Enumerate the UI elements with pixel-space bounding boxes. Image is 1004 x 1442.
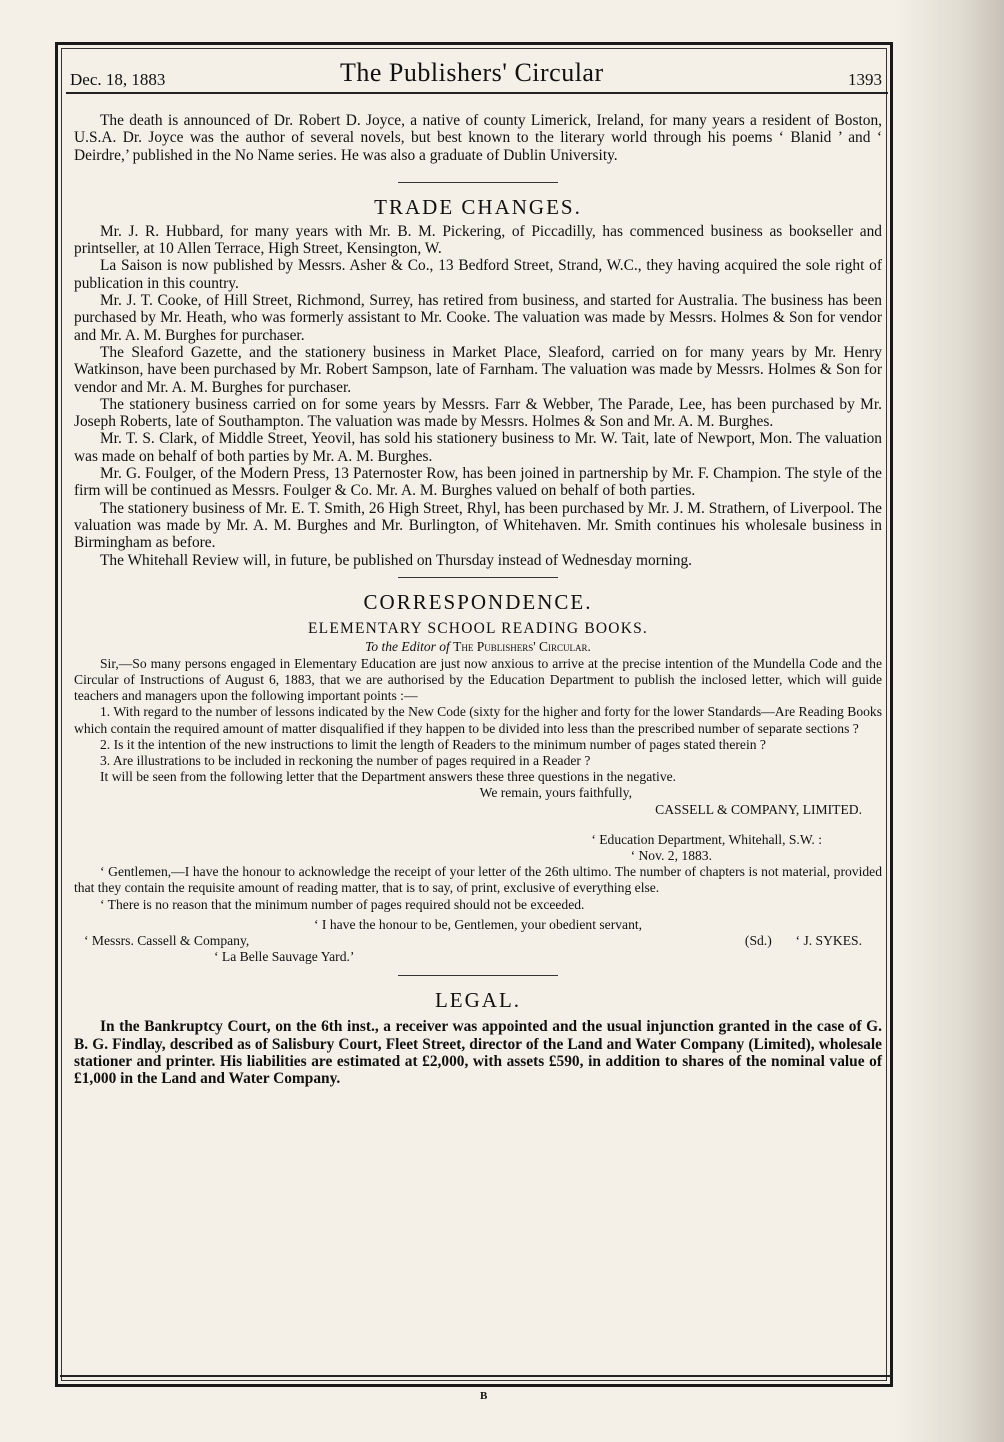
- letter-point: 2. Is it the intention of the new instructions to limit the length of Readers to the minimum number of pages stated therein ?: [100, 736, 766, 752]
- reply-recipient-address: ‘ La Belle Sauvage Yard.’: [214, 949, 355, 965]
- page-number: 1393: [848, 70, 882, 89]
- reply-date: ‘ Nov. 2, 1883.: [630, 848, 712, 864]
- legal-heading: LEGAL.: [434, 988, 522, 1013]
- reply-body: ‘ There is no reason that the minimum number of pages required should not be exceeded.: [100, 896, 585, 912]
- trade-paragraph: The stationery business of Mr. E. T. Smith, 26 High Street, Rhyl, has been purchased by Mr. J. M. Strathern, of Liverpool. The valuation was made by Mr. A. M. Burghes and Mr. Burlington, of Whitehaven. Mr. Smith continues his wholesale business in Birmingham as before.: [74, 499, 882, 552]
- journal-title: The Publishers' Circular: [340, 58, 604, 87]
- letter-signatory: CASSELL & COMPANY, LIMITED.: [655, 801, 862, 817]
- trade-paragraph: The Whitehall Review will, in future, be published on Thursday instead of Wednesday morning.: [100, 551, 693, 569]
- trade-paragraph: The stationery business carried on for some years by Messrs. Farr & Webber, The Parade, Lee, has been purchased by Mr. Joseph Roberts, late of Southampton. The valuation was made by Messrs. Holmes & Son and Mr. A. M. Burghes.: [74, 395, 882, 431]
- to-editor-journal: The Publishers' Circular.: [453, 638, 591, 654]
- letter-point: 3. Are illustrations to be included in reckoning the number of pages required in a Reader ?: [100, 753, 591, 769]
- running-header: [70, 56, 888, 96]
- to-editor-line: [74, 638, 882, 656]
- footer-rule: [60, 1375, 892, 1377]
- letter-valediction: We remain, yours faithfully,: [479, 785, 632, 801]
- trade-paragraph: Mr. J. T. Cooke, of Hill Street, Richmond, Surrey, has retired from business, and started for Australia. The business has been purchased by Mr. Heath, who was formerly assistant to Mr. Cooke. The valuation was made by Messrs. Holmes & Son for vendor and Mr. A. M. Burghes for purchaser.: [74, 292, 882, 344]
- correspondence-subheading: ELEMENTARY SCHOOL READING BOOKS.: [308, 619, 648, 637]
- reply-signature-line: [74, 933, 882, 949]
- letter-closing: It will be seen from the following letter that the Department answers these three questions in the negative.: [100, 769, 677, 785]
- article-body: [74, 112, 882, 1088]
- trade-paragraph: Mr. T. S. Clark, of Middle Street, Yeovil, has sold his stationery business to Mr. W. Tait, late of Newport, Mon. The valuation was made on behalf of both parties by Mr. A. M. Burghes.: [74, 430, 882, 465]
- letter-opening: Sir,—So many persons engaged in Elementary Education are just now anxious to arrive at the precise intention of the Mundella Code and the Circular of Instructions of August 6, 1883, that we are authorised by the Education Department to publish the inclosed letter, which will guide teachers and managers upon the following important points :—: [74, 655, 882, 704]
- trade-paragraph: Mr. J. R. Hubbard, for many years with Mr. B. M. Pickering, of Piccadilly, has commenced business as bookseller and printseller, at 10 Allen Terrace, High Street, Kensington, W.: [74, 222, 882, 258]
- obituary-paragraph: The death is announced of Dr. Robert D. Joyce, a native of county Limerick, Ireland, for many years a resident of Boston, U.S.A. Dr. Joyce was the author of several novels, but best known to the literary world through his poems ‘ Blanid ’ and ‘ Deirdre,’ published in the No Name series. He was also a graduate of Dublin University.: [74, 112, 882, 164]
- header-rule: [66, 92, 888, 94]
- reply-body: ‘ Gentlemen,—I have the honour to acknowledge the receipt of your letter of the 26th ultimo. The number of chapters is not material, provided that they contain the requisite amount of reading matter, that is to say, of print, exclusive of everything else.: [74, 864, 882, 896]
- trade-paragraph: Mr. G. Foulger, of the Modern Press, 13 Paternoster Row, has been joined in partnership by Mr. F. Champion. The style of the firm will be continued as Messrs. Foulger & Co. Mr. A. M. Burghes valued on behalf of both parties.: [74, 465, 882, 500]
- printer-signature-mark: B: [480, 1390, 488, 1402]
- reply-signature: [745, 933, 862, 949]
- issue-date: Dec. 18, 1883: [70, 70, 166, 89]
- letter-point: 1. With regard to the number of lessons indicated by the New Code (sixty for the higher and forty for the lower Standards—Are Reading Books which contain the required amount of matter disqualified if they happen to be divided into less than the prescribed number of separate sections ?: [74, 704, 882, 736]
- reply-signer: ‘ J. SYKES.: [795, 933, 862, 949]
- reply-address: ‘ Education Department, Whitehall, S.W. :: [591, 831, 822, 847]
- legal-paragraph: In the Bankruptcy Court, on the 6th inst., a receiver was appointed and the usual injunction granted in the case of G. B. G. Findlay, described as of Salisbury Court, Fleet Street, director of the Land and Water Company (Limited), wholesale stationer and printer. His liabilities are estimated at £2,000, with assets £590, in addition to shares of the nominal value of £1,000 in the Land and Water Company.: [74, 1018, 882, 1088]
- correspondence-heading: CORRESPONDENCE.: [363, 589, 593, 614]
- to-editor-prefix: To the Editor of: [365, 638, 450, 654]
- reply-sign-off: ‘ I have the honour to be, Gentlemen, your obedient servant,: [314, 916, 643, 932]
- page-edge-shadow: [894, 0, 1004, 1442]
- reply-sd: (Sd.): [744, 933, 772, 949]
- letter: [74, 656, 882, 966]
- trade-paragraph: La Saison is now published by Messrs. Asher & Co., 13 Bedford Street, Strand, W.C., they having acquired the sole right of publication in this country.: [74, 257, 882, 292]
- reply-recipient: ‘ Messrs. Cassell & Company,: [84, 933, 250, 949]
- trade-changes-heading: TRADE CHANGES.: [374, 194, 582, 219]
- trade-paragraph: The Sleaford Gazette, and the stationery business in Market Place, Sleaford, carried on for many years by Mr. Henry Watkinson, have been purchased by Mr. Robert Sampson, late of Farnham. The valuation was made by Messrs. Holmes & Son for vendor and Mr. A. M. Burghes for purchaser.: [74, 343, 882, 396]
